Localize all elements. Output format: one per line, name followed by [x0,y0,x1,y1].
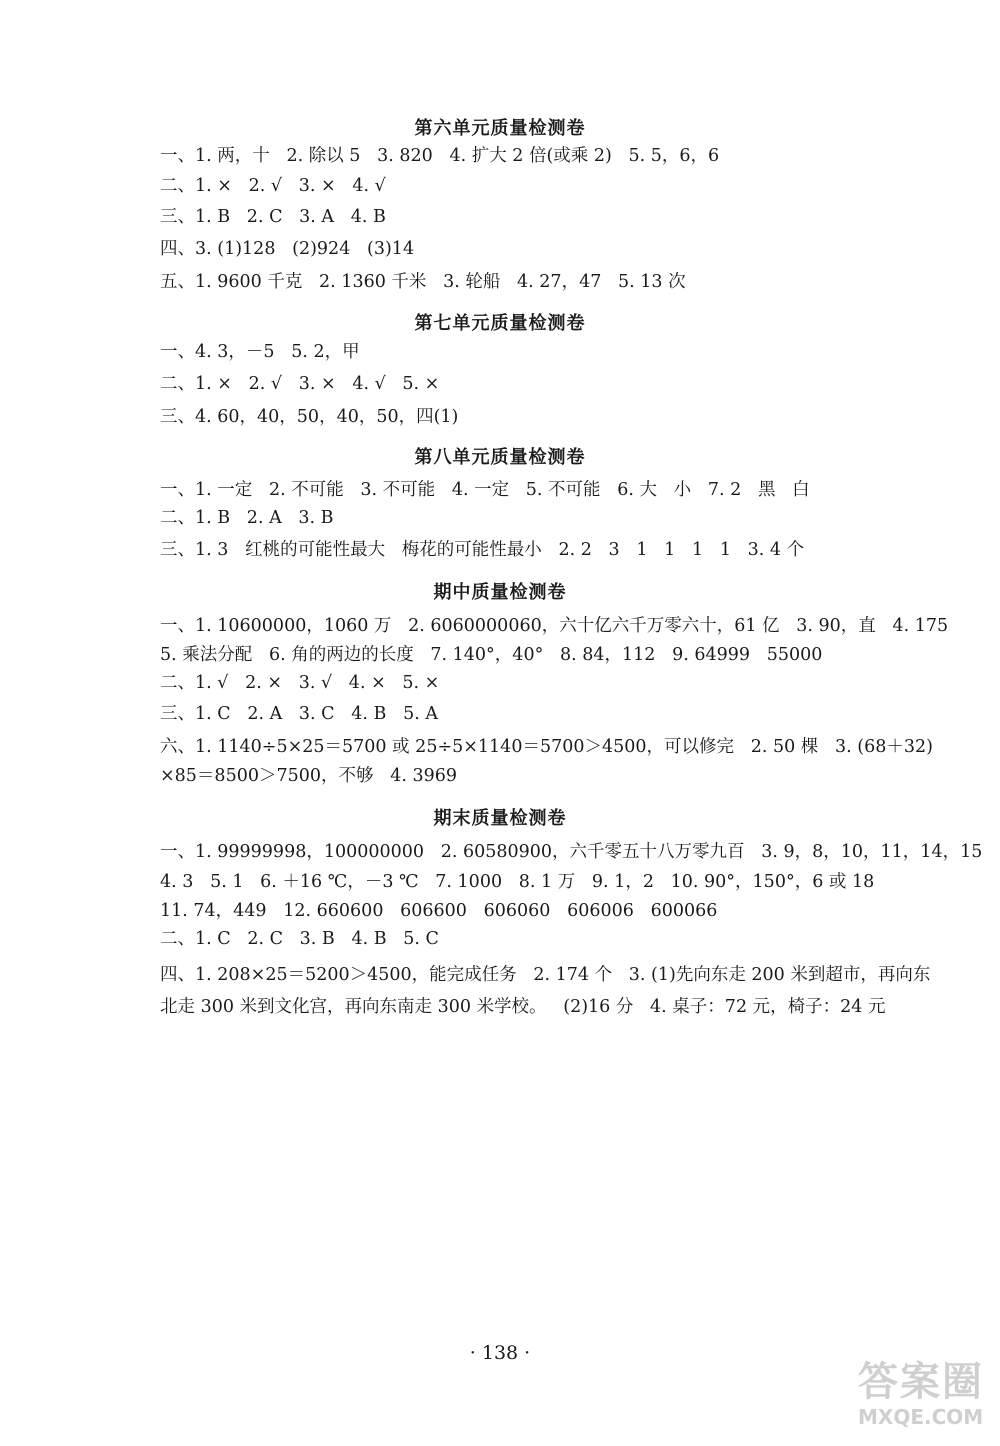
answer-line: 一、1. 99999998，100000000 2. 60580900，六千零五十八万零九百 3. 9，8，10，11，14，15 [160,842,983,862]
answer-line: 二、1. C 2. C 3. B 4. B 5. C [160,929,439,949]
section-title: 第七单元质量检测卷 [414,313,586,334]
answer-line: 三、1. 3 红桃的可能性最大 梅花的可能性最小 2. 2 3 1 1 1 1 3. 4 个 [160,540,805,560]
answer-line: 二、1. × 2. √ 3. × 4. √ 5. × [160,374,440,394]
watermark-url: MXQE.COM [858,1405,984,1429]
answer-line: 5. 乘法分配 6. 角的两边的长度 7. 140°，40° 8. 84，112 9. 64999 55000 [160,645,823,665]
section-title: 期末质量检测卷 [433,808,567,829]
answer-line: 一、1. 一定 2. 不可能 3. 不可能 4. 一定 5. 不可能 6. 大 小 7. 2 黑 白 [160,480,810,500]
watermark-logo [858,1358,988,1438]
section-title: 第六单元质量检测卷 [414,118,586,139]
answer-line: 三、1. B 2. C 3. A 4. B [160,207,386,227]
answer-line: 11. 74，449 12. 660600 606600 606060 606006 600066 [160,901,718,921]
answer-line: 三、1. C 2. A 3. C 4. B 5. A [160,704,438,724]
answer-line: 一、1. 10600000，1060 万 2. 6060000060，六十亿六千万零六十，61 亿 3. 90，直 4. 175 [160,616,949,636]
answer-line: 4. 3 5. 1 6. ＋16 ℃，－3 ℃ 7. 1000 8. 1 万 9. 1，2 10. 90°，150°，6 或 18 [160,872,875,892]
section-title: 期中质量检测卷 [433,582,567,603]
answer-line: 五、1. 9600 千克 2. 1360 千米 3. 轮船 4. 27，47 5. 13 次 [160,272,686,292]
section-title: 第八单元质量检测卷 [414,447,586,468]
answer-line: ×85＝8500＞7500，不够 4. 3969 [160,766,457,786]
answer-line: 四、3. (1)128 (2)924 (3)14 [160,239,415,259]
answer-line: 二、1. B 2. A 3. B [160,508,334,528]
answer-line: 四、1. 208×25＝5200＞4500，能完成任务 2. 174 个 3. (1)先向东走 200 米到超市，再向东 [160,965,931,985]
answer-line: 六、1. 1140÷5×25＝5700 或 25÷5×1140＝5700＞4500，可以修完 2. 50 棵 3. (68＋32) [160,737,933,757]
answer-line: 北走 300 米到文化宫，再向东南走 300 米学校。 (2)16 分 4. 桌子：72 元，椅子：24 元 [160,997,886,1017]
answer-line: 一、4. 3，－5 5. 2，甲 [160,342,360,362]
answer-line: 三、4. 60，40，50，40，50，四(1) [160,407,459,427]
page-number: · 138 · [469,1342,531,1364]
answer-line: 二、1. √ 2. × 3. √ 4. × 5. × [160,673,440,693]
watermark-text: 答案圈 [858,1359,984,1405]
answer-line: 二、1. × 2. √ 3. × 4. √ [160,176,386,196]
answer-line: 一、1. 两，十 2. 除以 5 3. 820 4. 扩大 2 倍(或乘 2) 5. 5，6，6 [160,146,720,166]
